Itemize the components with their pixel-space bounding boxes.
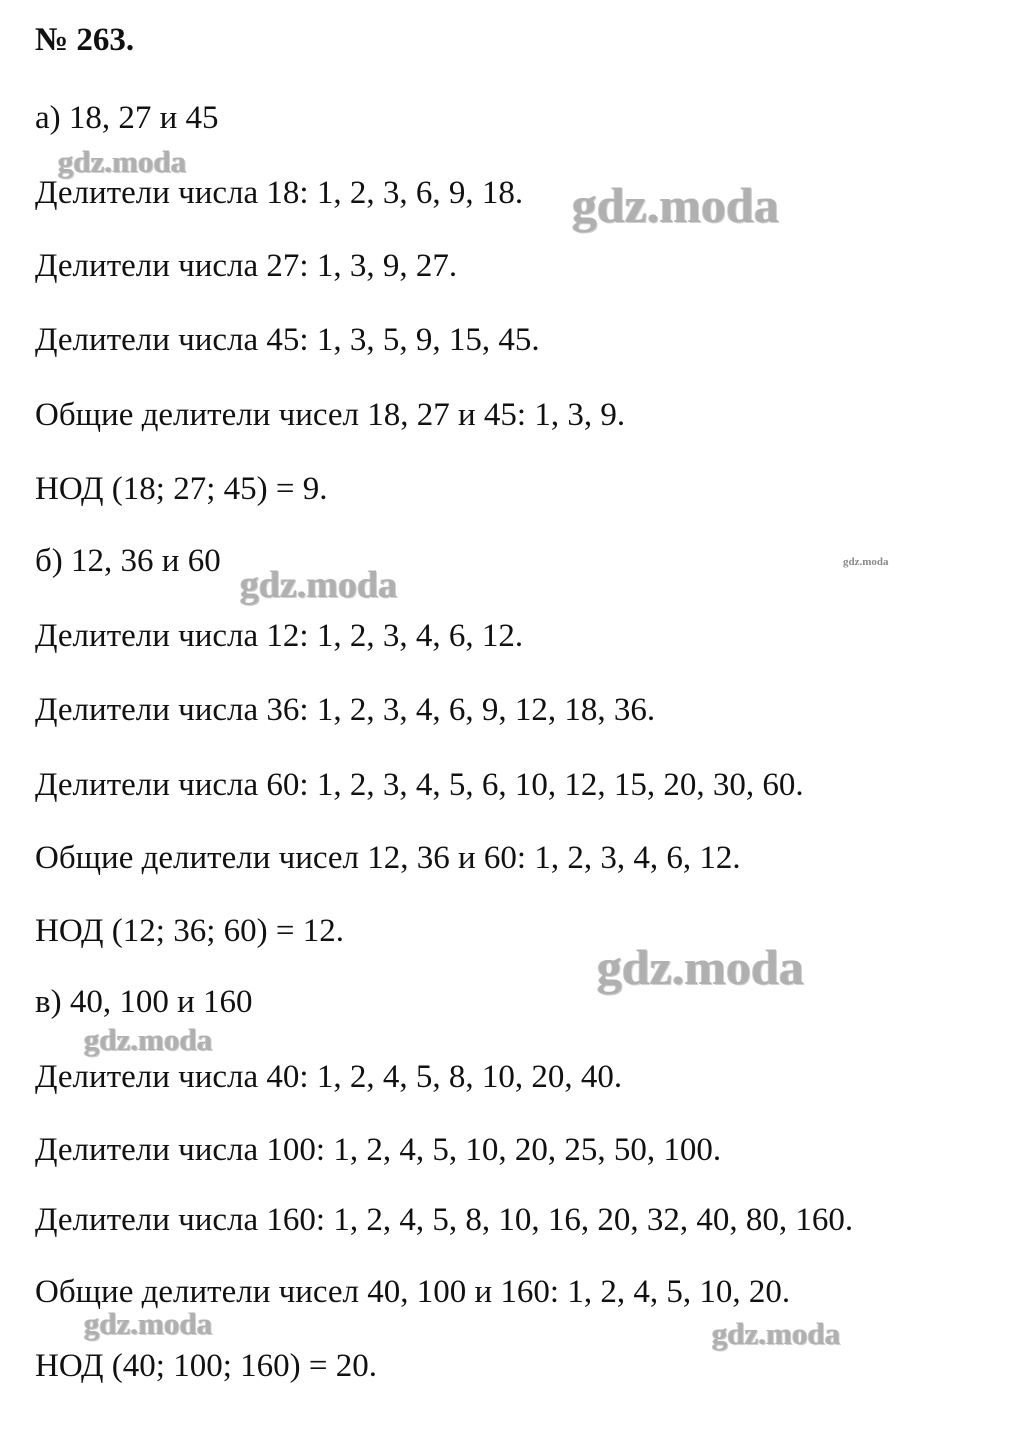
part-b-line-3: Делители числа 60: 1, 2, 3, 4, 5, 6, 10, 12, 15, 20, 30, 60. (35, 767, 804, 803)
watermark: gdz.moda (597, 939, 804, 995)
part-b-header: б) 12, 36 и 60 (35, 543, 221, 579)
part-c-line-1: Делители числа 40: 1, 2, 4, 5, 8, 10, 20, 40. (35, 1059, 623, 1095)
part-a-line-4: Общие делители чисел 18, 27 и 45: 1, 3, 9. (35, 397, 626, 433)
watermark: gdz.moda (84, 1022, 213, 1057)
part-a-header: а) 18, 27 и 45 (35, 100, 219, 136)
part-a-result: НОД (18; 27; 45) = 9. (35, 471, 328, 507)
part-c-line-2: Делители числа 100: 1, 2, 4, 5, 10, 20, 25, 50, 100. (35, 1132, 722, 1168)
part-a-line-2: Делители числа 27: 1, 3, 9, 27. (35, 248, 458, 284)
watermark: gdz.moda (572, 177, 779, 233)
watermark: gdz.moda (240, 564, 398, 606)
part-b-line-4: Общие делители чисел 12, 36 и 60: 1, 2, 3, 4, 6, 12. (35, 840, 741, 876)
part-c-line-3: Делители числа 160: 1, 2, 4, 5, 8, 10, 16, 20, 32, 40, 80, 160. (35, 1202, 854, 1238)
part-b-result: НОД (12; 36; 60) = 12. (35, 913, 344, 949)
watermark: gdz.moda (843, 556, 889, 568)
part-a-line-1: Делители числа 18: 1, 2, 3, 6, 9, 18. (35, 175, 524, 211)
part-b-line-1: Делители числа 12: 1, 2, 3, 4, 6, 12. (35, 618, 524, 654)
part-c-line-4: Общие делители чисел 40, 100 и 160: 1, 2, 4, 5, 10, 20. (35, 1274, 791, 1310)
part-c-header: в) 40, 100 и 160 (35, 984, 253, 1020)
problem-number: № 263. (35, 22, 135, 58)
watermark: gdz.moda (58, 144, 187, 179)
part-a-line-3: Делители числа 45: 1, 3, 5, 9, 15, 45. (35, 322, 540, 358)
watermark: gdz.moda (84, 1306, 213, 1341)
part-b-line-2: Делители числа 36: 1, 2, 3, 4, 6, 9, 12, 18, 36. (35, 692, 656, 728)
part-c-result: НОД (40; 100; 160) = 20. (35, 1348, 377, 1384)
watermark: gdz.moda (712, 1316, 841, 1351)
